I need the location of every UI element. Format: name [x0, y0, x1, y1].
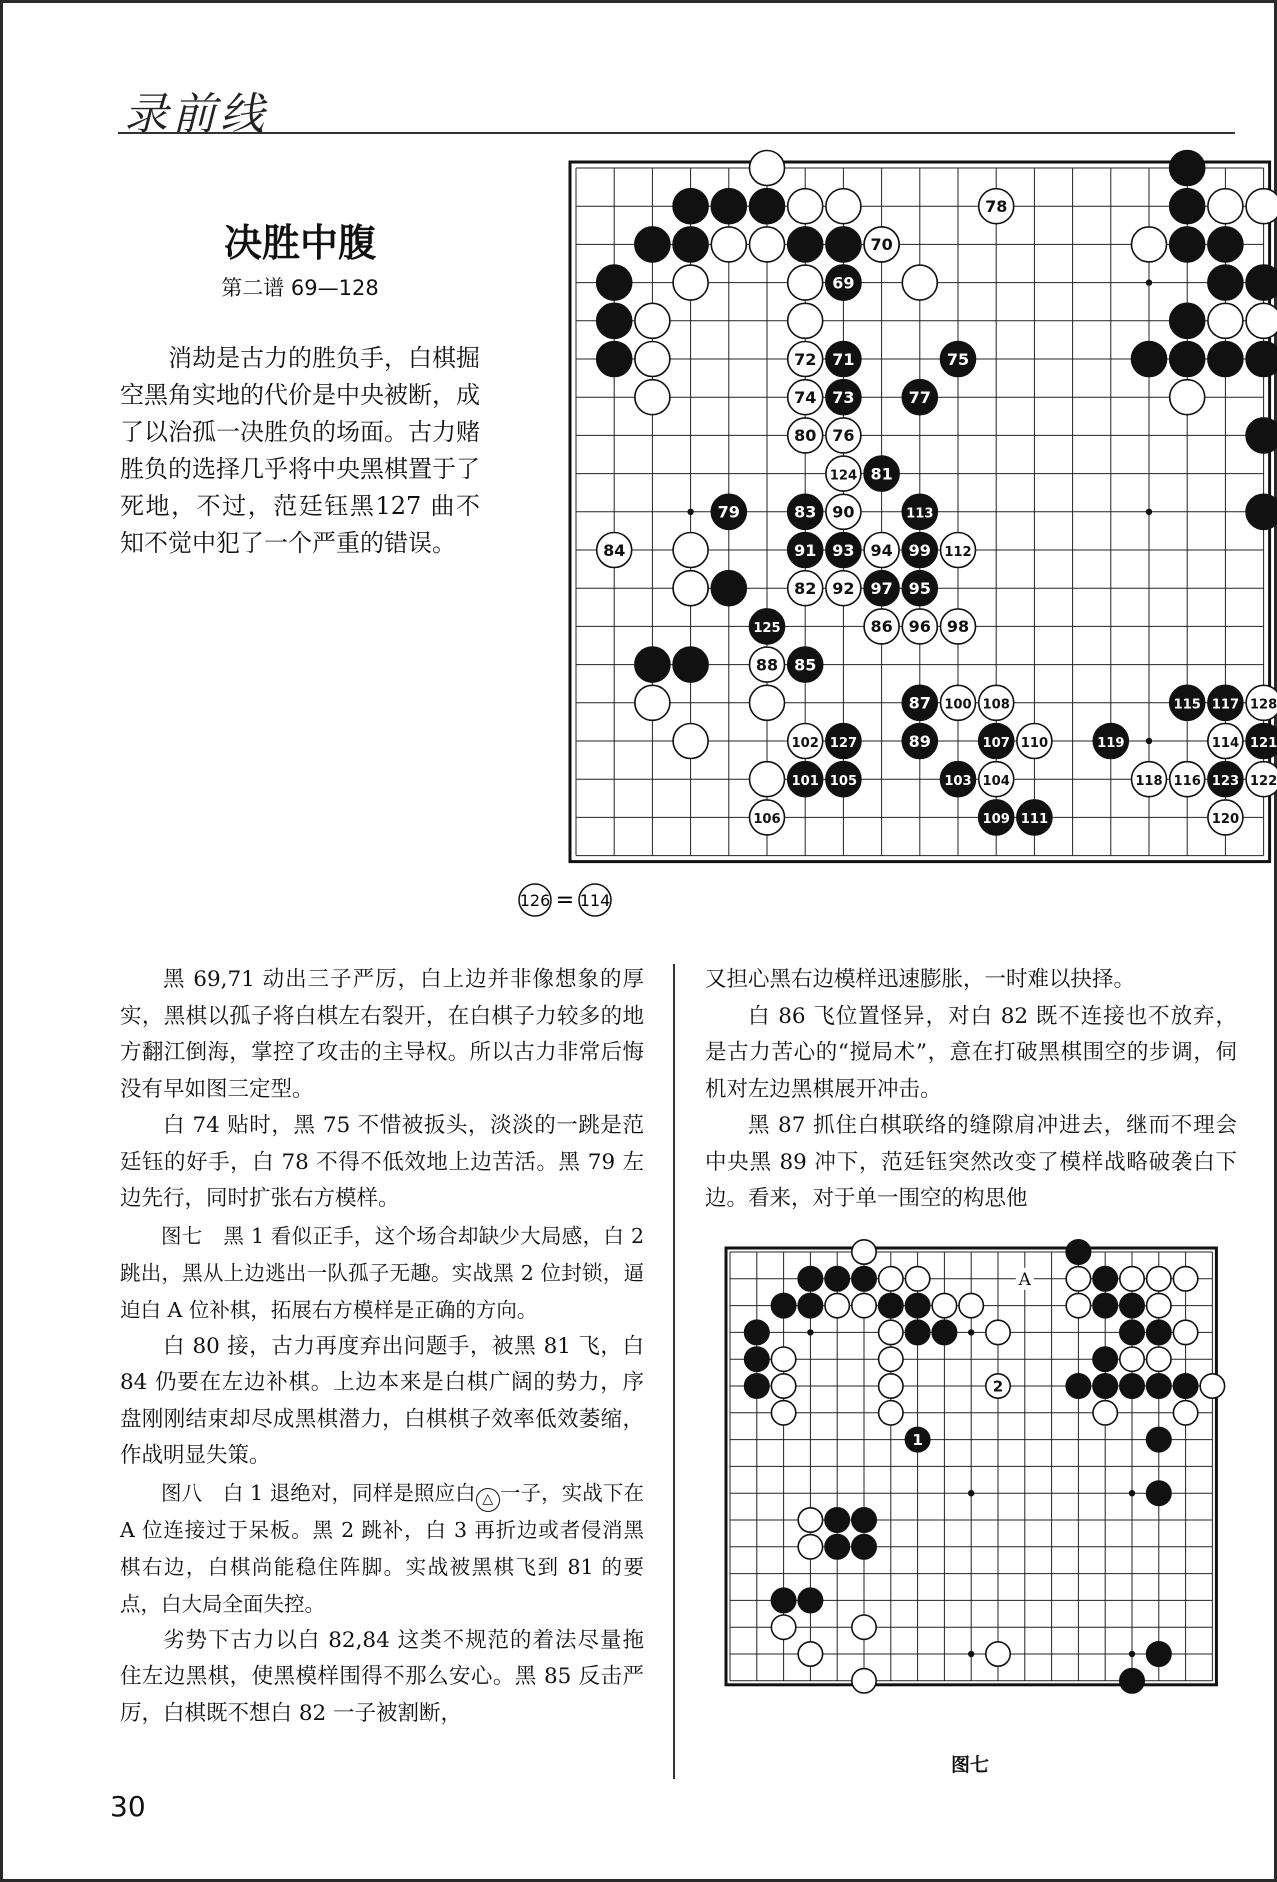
move-number-label: 121: [1249, 735, 1277, 751]
move-number-label: 88: [755, 655, 779, 675]
white-stone: [635, 380, 670, 415]
body-paragraph: 黑 69,71 动出三子严厉，白上边并非像想象的厚实，黑棋以孤子将白棋左右裂开，在白棋子力较多的地方翻江倒海，掌控了攻击的主导权。所以古力非常后悔没有早如图三定型。: [120, 967, 644, 1102]
move-number-label: 75: [946, 349, 970, 369]
move-number-label: 76: [832, 426, 855, 446]
black-stone: [597, 265, 632, 300]
move-number-label: 103: [944, 773, 972, 789]
black-stone: [711, 571, 746, 606]
white-stone: [673, 724, 708, 759]
figure-note-text: 一子，实战下在 A 位连接过于呆板。黑 2 跳补，白 3 再折边或者侵消黑棋右边，白棋尚能稳住阵脚。实战被黑棋飞到 81 的要点，白大局全面失控。: [120, 1480, 645, 1616]
black-stone: [771, 1293, 795, 1317]
star-point: [687, 509, 693, 515]
white-stone: [798, 1642, 822, 1666]
figure-note-paragraph: [120, 1475, 644, 1623]
move-number-label: 85: [794, 655, 817, 675]
move-number-label: 118: [1135, 773, 1163, 789]
black-stone: [711, 189, 746, 224]
move-number-label: 87: [908, 693, 931, 713]
main-go-board: [532, 146, 1277, 866]
white-stone: [986, 1642, 1010, 1666]
black-stone: [1093, 1267, 1117, 1291]
white-stone: [788, 303, 823, 338]
move-number-label: 90: [832, 502, 855, 522]
black-stone: [1093, 1293, 1117, 1317]
ko-equals: =: [555, 888, 575, 913]
figure7-go-board: [708, 1232, 1228, 1732]
move-number-label: 128: [1249, 697, 1277, 713]
white-stone: [852, 1615, 876, 1639]
black-stone: [1208, 265, 1243, 300]
move-number-label: 84: [603, 540, 626, 560]
black-stone: [1246, 265, 1277, 300]
black-stone: [826, 227, 861, 262]
black-stone: [1246, 342, 1277, 377]
running-header: 录前线: [124, 89, 268, 140]
figure7-caption: 图七: [950, 1754, 989, 1776]
move-number-label: 110: [1020, 735, 1049, 751]
move-number-label: 114: [1211, 735, 1240, 751]
move-number-label: 117: [1211, 697, 1240, 713]
move-number-label: 125: [753, 621, 781, 637]
intro-paragraph: 消劫是古力的胜负手，白棋掘空黑角实地的代价是中央被断，成了以治孤一决胜负的场面。古力赌胜负的选择几乎将中央黑棋置于了死地，不过，范廷钰黑127 曲不知不觉中犯了一个严重的错误。: [120, 344, 480, 557]
move-number-label: 74: [794, 387, 817, 407]
white-stone: [711, 227, 746, 262]
black-stone: [1093, 1347, 1117, 1371]
white-stone: [673, 571, 708, 606]
ko-number-114: 114: [579, 891, 611, 910]
body-paragraph: 白 80 接，古力再度弃出问题手，被黑 81 飞，白 84 仍要在左边补棋。上边本来是白棋广阔的势力，序盘刚刚结束却尽成黑棋潜力，白棋棋子效率低效萎缩，作战明显失策。: [120, 1333, 644, 1468]
move-number-label: 77: [908, 387, 931, 407]
record-subtitle: 第二谱 69—128: [221, 276, 379, 300]
move-number-label: 119: [1097, 735, 1125, 751]
white-stone: [750, 685, 785, 720]
move-number-label: 112: [944, 544, 972, 560]
black-stone: [1170, 342, 1205, 377]
white-stone: [1246, 189, 1277, 224]
move-number-label: 93: [832, 540, 855, 560]
black-stone: [1132, 342, 1167, 377]
move-number-label: 89: [908, 731, 931, 751]
white-stone: [1132, 227, 1167, 262]
black-stone: [798, 1588, 822, 1612]
move-number-label: 69: [832, 273, 855, 293]
move-number-label: 105: [829, 773, 858, 789]
black-stone: [932, 1320, 956, 1344]
black-stone: [1147, 1481, 1171, 1505]
black-stone: [597, 303, 632, 338]
move-number-label: 101: [791, 773, 819, 789]
white-stone: [879, 1374, 903, 1398]
star-point: [1146, 279, 1152, 285]
point-label-a: A: [1018, 1269, 1031, 1290]
move-number-label: 73: [832, 387, 855, 407]
black-stone: [1120, 1374, 1144, 1398]
black-stone: [750, 189, 785, 224]
move-number-label: 92: [832, 578, 855, 598]
white-stone: [750, 151, 785, 186]
star-point: [968, 1651, 974, 1657]
white-stone: [635, 685, 670, 720]
black-stone: [852, 1508, 876, 1532]
white-stone: [1208, 303, 1243, 338]
black-stone: [745, 1320, 769, 1344]
move-number-label: 99: [908, 540, 931, 560]
white-stone: [879, 1320, 903, 1344]
black-stone: [1120, 1320, 1144, 1344]
black-stone: [597, 342, 632, 377]
figure-note-text: 图八 白 1 退绝对，同样是照应白: [161, 1480, 476, 1505]
black-stone: [1170, 151, 1205, 186]
black-stone: [1093, 1374, 1117, 1398]
white-stone: [879, 1267, 903, 1291]
white-stone: [1173, 1320, 1197, 1344]
white-stone: [635, 342, 670, 377]
move-number-label: 97: [870, 578, 893, 598]
move-number-label: 81: [870, 464, 893, 484]
white-stone: [1246, 303, 1277, 338]
black-stone: [852, 1535, 876, 1559]
move-number-label: 70: [870, 235, 893, 255]
white-stone: [771, 1374, 795, 1398]
move-number-label: 83: [794, 502, 817, 522]
move-number-label: 127: [829, 735, 858, 751]
move-number-label: 95: [908, 578, 931, 598]
ko-number-126: 126: [519, 891, 551, 910]
black-stone: [1246, 494, 1277, 529]
white-stone: [905, 1267, 929, 1291]
white-stone: [1208, 189, 1243, 224]
move-number-label: 72: [794, 349, 817, 369]
white-stone: [1120, 1347, 1144, 1371]
black-stone: [1147, 1642, 1171, 1666]
white-stone: [1120, 1267, 1144, 1291]
white-stone: [1147, 1267, 1171, 1291]
white-stone: [879, 1401, 903, 1425]
move-number-label: 2: [992, 1377, 1004, 1396]
star-point: [1129, 1651, 1135, 1657]
white-stone: [788, 189, 823, 224]
black-stone: [825, 1508, 849, 1532]
move-number-label: 1: [912, 1431, 923, 1449]
move-number-label: 102: [791, 735, 819, 751]
white-stone: [852, 1240, 876, 1264]
black-stone: [635, 647, 670, 682]
move-number-label: 78: [985, 196, 1008, 216]
column-divider: [673, 964, 675, 1779]
move-number-label: 94: [870, 540, 893, 560]
black-stone: [771, 1588, 795, 1612]
move-number-label: 71: [832, 349, 855, 369]
white-stone: [750, 762, 785, 797]
white-stone: [1066, 1267, 1090, 1291]
white-stone: [826, 189, 861, 224]
move-number-label: 86: [870, 617, 893, 637]
white-stone: [932, 1293, 956, 1317]
black-stone: [1120, 1669, 1144, 1693]
black-stone: [745, 1374, 769, 1398]
white-stone: [986, 1320, 1010, 1344]
body-paragraph: 又担心黑右边模样迅速膨胀，一时难以抉择。: [705, 967, 1136, 992]
header-rule: [118, 132, 1235, 134]
white-stone: [673, 533, 708, 568]
intro-text: [120, 340, 480, 562]
white-stone: [1200, 1374, 1224, 1398]
body-paragraph: 白 74 贴时，黑 75 不惜被扳头，淡淡的一跳是范廷钰的好手，白 78 不得不低效地上边苦活。黑 79 左边先行，同时扩张右方模样。: [120, 1113, 644, 1211]
move-number-label: 122: [1249, 773, 1277, 789]
body-column-left: [120, 962, 644, 1732]
black-stone: [1120, 1293, 1144, 1317]
black-stone: [1147, 1427, 1171, 1451]
white-stone: [852, 1293, 876, 1317]
white-stone: [879, 1347, 903, 1371]
white-stone: [1147, 1347, 1171, 1371]
body-paragraph: 黑 87 抓住白棋联络的缝隙肩冲进去，继而不理会中央黑 89 冲下，范廷钰突然改变了模样战略破袭白下边。看来，对于单一围空的构思他: [705, 1113, 1237, 1211]
move-number-label: 100: [944, 697, 972, 713]
move-number-label: 107: [982, 735, 1010, 751]
white-stone: [1093, 1401, 1117, 1425]
black-stone: [1147, 1320, 1171, 1344]
black-stone: [1170, 303, 1205, 338]
white-stone: [1147, 1293, 1171, 1317]
triangle-marked-stone-icon: △: [476, 1488, 500, 1512]
white-stone: [902, 265, 937, 300]
move-number-label: 120: [1211, 812, 1240, 828]
black-stone: [745, 1347, 769, 1371]
move-number-label: 79: [717, 502, 740, 522]
white-stone: [1066, 1293, 1090, 1317]
body-column-right: [705, 962, 1237, 1218]
black-stone: [852, 1267, 876, 1291]
white-stone: [1170, 380, 1205, 415]
move-number-label: 108: [982, 697, 1010, 713]
black-stone: [798, 1267, 822, 1291]
page-number: 30: [110, 1790, 146, 1823]
black-stone: [788, 227, 823, 262]
black-stone: [1147, 1374, 1171, 1398]
move-number-label: 124: [829, 468, 858, 484]
white-stone: [959, 1293, 983, 1317]
black-stone: [673, 647, 708, 682]
body-paragraph: 白 86 飞位置怪异，对白 82 既不连接也不放弃，是古力苦心的“搅局术”，意在打破黑棋围空的步调，伺机对左边黑棋展开冲击。: [705, 1003, 1237, 1102]
move-number-label: 96: [908, 617, 931, 637]
figure-note-paragraph: 图七 黑 1 看似正手，这个场合却缺少大局感，白 2 跳出，黑从上边逃出一队孤子无趣。实战黑 2 位封锁，逼迫白 A 位补棋，拓展右方模样是正确的方向。: [120, 1223, 644, 1322]
move-number-label: 111: [1020, 812, 1049, 828]
white-stone: [825, 1293, 849, 1317]
black-stone: [1208, 227, 1243, 262]
white-stone: [673, 265, 708, 300]
white-stone: [798, 1508, 822, 1532]
black-stone: [1173, 1374, 1197, 1398]
black-stone: [905, 1293, 929, 1317]
move-number-label: 109: [982, 812, 1010, 828]
star-point: [968, 1329, 974, 1335]
white-stone: [1173, 1267, 1197, 1291]
move-number-label: 80: [794, 426, 817, 446]
article-title: 决胜中腹: [223, 221, 376, 265]
move-number-label: 91: [794, 540, 817, 560]
star-point: [1129, 1490, 1135, 1496]
white-stone: [635, 303, 670, 338]
white-stone: [798, 1535, 822, 1559]
star-point: [807, 1329, 813, 1335]
white-stone: [750, 227, 785, 262]
black-stone: [825, 1267, 849, 1291]
star-point: [1146, 509, 1152, 515]
ko-note: [515, 880, 615, 920]
black-stone: [673, 189, 708, 224]
move-number-label: 116: [1173, 773, 1201, 789]
black-stone: [1208, 342, 1243, 377]
move-number-label: 98: [946, 617, 970, 637]
move-number-label: 123: [1211, 773, 1240, 789]
move-number-label: 106: [753, 812, 781, 828]
black-stone: [798, 1293, 822, 1317]
black-stone: [1066, 1240, 1090, 1264]
white-stone: [771, 1347, 795, 1371]
white-stone: [788, 265, 823, 300]
black-stone: [1170, 189, 1205, 224]
star-point: [1146, 738, 1152, 744]
black-stone: [1066, 1374, 1090, 1398]
body-paragraph: 劣势下古力以白 82,84 这类不规范的着法尽量拖住左边黑棋，使黑模样围得不那么安心。黑 85 反击严厉，白棋既不想白 82 一子被割断，: [120, 1627, 644, 1726]
star-point: [968, 1490, 974, 1496]
white-stone: [1173, 1401, 1197, 1425]
black-stone: [905, 1320, 929, 1344]
black-stone: [635, 227, 670, 262]
move-number-label: 113: [906, 506, 934, 522]
black-stone: [825, 1535, 849, 1559]
black-stone: [1170, 227, 1205, 262]
black-stone: [673, 227, 708, 262]
white-stone: [771, 1401, 795, 1425]
black-stone: [1246, 418, 1277, 453]
black-stone: [879, 1293, 903, 1317]
move-number-label: 115: [1173, 697, 1201, 713]
move-number-label: 104: [982, 773, 1010, 789]
move-number-label: 82: [794, 578, 817, 598]
white-stone: [852, 1669, 876, 1693]
white-stone: [771, 1615, 795, 1639]
